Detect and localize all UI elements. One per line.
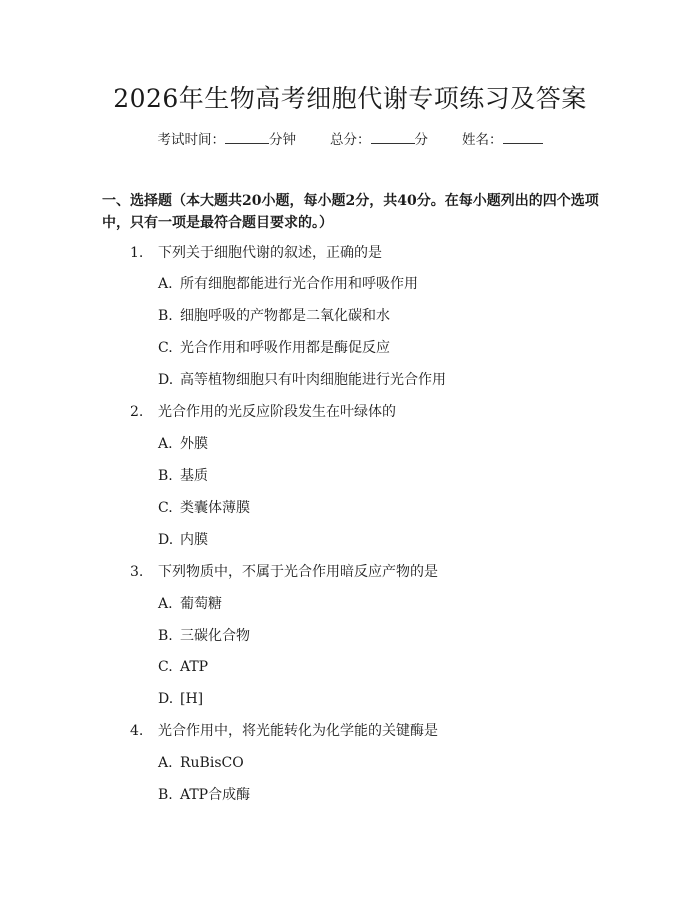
option-text: 三碳化合物 bbox=[180, 628, 250, 644]
option-letter: B. bbox=[158, 468, 173, 484]
question-text: 光合作用的光反应阶段发生在叶绿体的 bbox=[158, 404, 396, 420]
option-letter: B. bbox=[158, 787, 173, 803]
option-2-b bbox=[158, 466, 208, 486]
option-1-d bbox=[158, 370, 446, 390]
option-letter: D. bbox=[158, 532, 174, 548]
option-letter: B. bbox=[158, 628, 173, 644]
option-3-c bbox=[158, 657, 208, 677]
option-3-b bbox=[158, 626, 250, 646]
option-text: ATP合成酶 bbox=[180, 787, 251, 803]
name-label: 姓名： bbox=[462, 132, 503, 148]
score-unit: 分 bbox=[414, 132, 428, 148]
option-1-c bbox=[158, 338, 390, 358]
option-text: 外膜 bbox=[180, 436, 208, 452]
option-letter: B. bbox=[158, 308, 173, 324]
option-text: RuBisCO bbox=[180, 755, 244, 771]
option-4-a bbox=[158, 753, 244, 773]
option-4-b bbox=[158, 785, 250, 805]
name-blank bbox=[503, 129, 543, 144]
option-letter: D. bbox=[158, 372, 174, 388]
section-heading: 一、选择题（本大题共20小题，每小题2分，共40分。在每小题列出的四个选项中，只有一项是最符合题目要求的。） bbox=[102, 193, 599, 231]
option-3-d bbox=[158, 689, 203, 709]
exam-info-line bbox=[0, 129, 700, 150]
question-number: 3. bbox=[130, 564, 144, 580]
time-blank bbox=[225, 129, 269, 144]
option-text: 基质 bbox=[180, 468, 208, 484]
time-unit: 分钟 bbox=[269, 132, 296, 148]
option-letter: A. bbox=[158, 436, 173, 452]
question-3 bbox=[130, 562, 438, 582]
option-letter: A. bbox=[158, 276, 173, 292]
option-3-a bbox=[158, 594, 222, 614]
option-text: 类囊体薄膜 bbox=[180, 500, 250, 516]
option-2-a bbox=[158, 434, 208, 454]
option-1-a bbox=[158, 274, 418, 294]
option-text: 所有细胞都能进行光合作用和呼吸作用 bbox=[180, 276, 418, 292]
question-text: 光合作用中，将光能转化为化学能的关键酶是 bbox=[158, 723, 438, 739]
option-letter: A. bbox=[158, 596, 173, 612]
question-text: 下列关于细胞代谢的叙述，正确的是 bbox=[158, 245, 382, 261]
option-text: 细胞呼吸的产物都是二氧化碳和水 bbox=[180, 308, 390, 324]
option-text: [H] bbox=[180, 691, 204, 707]
page-title: 2026年生物高考细胞代谢专项练习及答案 bbox=[113, 84, 587, 113]
option-2-c bbox=[158, 498, 250, 518]
option-text: 高等植物细胞只有叶肉细胞能进行光合作用 bbox=[180, 372, 446, 388]
question-1 bbox=[130, 243, 382, 263]
option-letter: A. bbox=[158, 755, 173, 771]
score-label: 总分： bbox=[330, 132, 371, 148]
option-text: ATP bbox=[180, 659, 209, 675]
score-blank bbox=[371, 129, 415, 144]
option-text: 内膜 bbox=[180, 532, 208, 548]
question-number: 4. bbox=[130, 723, 144, 739]
option-letter: C. bbox=[158, 340, 173, 356]
option-letter: D. bbox=[158, 691, 174, 707]
question-number: 2. bbox=[130, 404, 144, 420]
question-number: 1. bbox=[130, 245, 144, 261]
question-2 bbox=[130, 402, 396, 422]
option-1-b bbox=[158, 306, 390, 326]
option-letter: C. bbox=[158, 500, 173, 516]
option-2-d bbox=[158, 530, 208, 550]
option-text: 光合作用和呼吸作用都是酶促反应 bbox=[180, 340, 390, 356]
question-4 bbox=[130, 721, 438, 741]
time-label: 考试时间： bbox=[157, 132, 225, 148]
option-letter: C. bbox=[158, 659, 173, 675]
option-text: 葡萄糖 bbox=[180, 596, 222, 612]
question-text: 下列物质中，不属于光合作用暗反应产物的是 bbox=[158, 564, 438, 580]
